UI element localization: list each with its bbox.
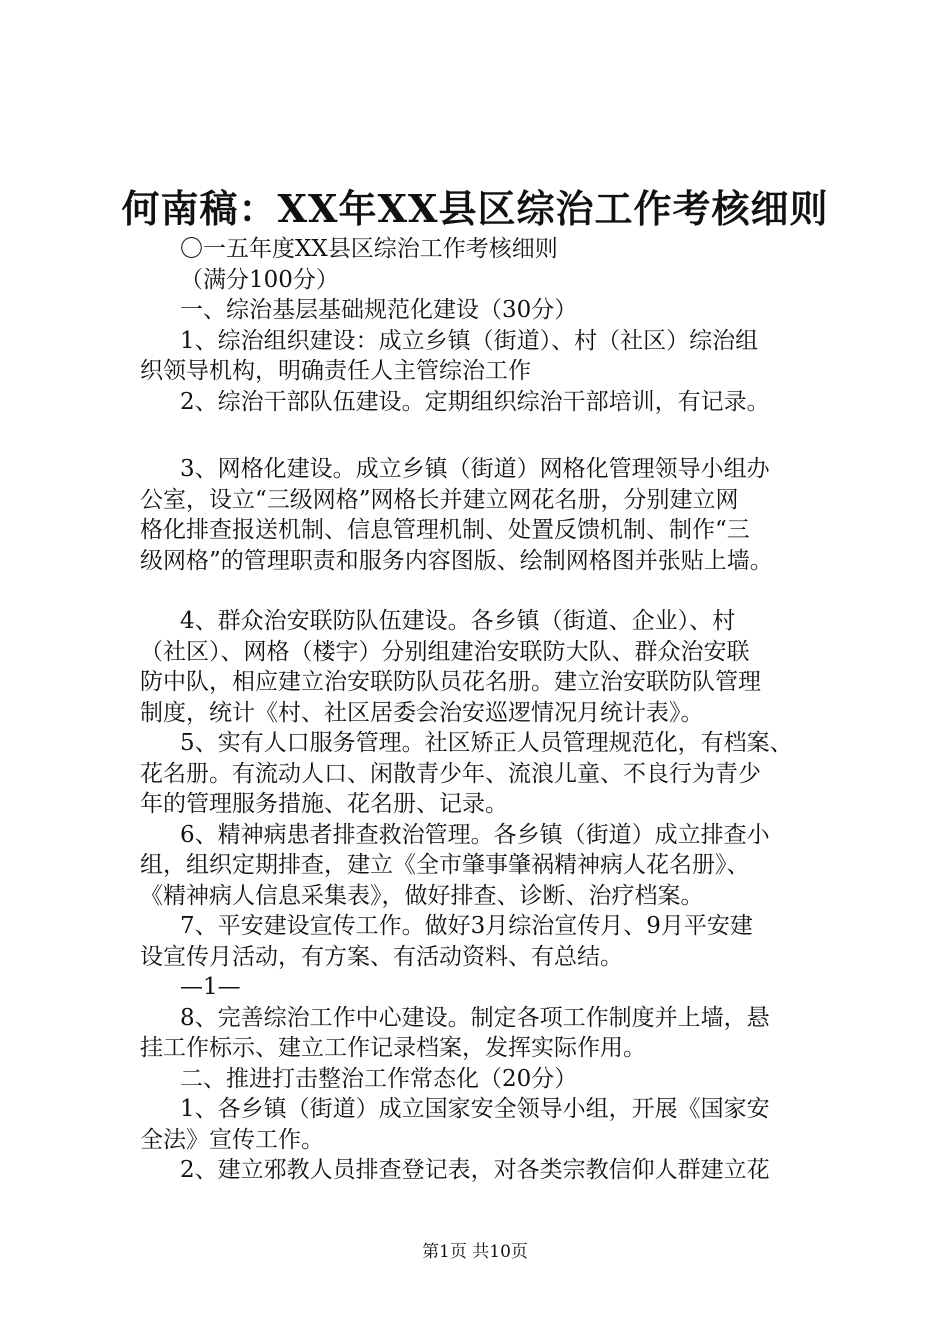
text-line: 一、综治基层基础规范化建设（30分） xyxy=(180,297,578,323)
page-number-mark: —1— xyxy=(180,974,241,1000)
paragraph-gap xyxy=(140,417,830,454)
text-line: 组，组织定期排查，建立《全市肇事肇祸精神病人花名册》、 xyxy=(140,852,750,878)
text-line: 《精神病人信息采集表》，做好排查、诊断、治疗档案。 xyxy=(140,882,704,909)
text-line: 防中队，相应建立治安联防队员花名册。建立治安联防队管理 xyxy=(140,669,761,695)
text-line: （社区）、网格（楼宇）分别组建治安联防大队、群众治安联 xyxy=(140,638,750,665)
text-line: 2、综治干部队伍建设。定期组织综治干部培训，有记录。 xyxy=(180,388,770,415)
text-line: 4、群众治安联防队伍建设。各乡镇（街道、企业）、村 xyxy=(180,608,736,634)
text-line: 设宣传月活动，有方案、有活动资料、有总结。 xyxy=(140,943,623,970)
text-line: 花名册。有流动人口、闲散青少年、流浪儿童、不良行为青少 xyxy=(140,760,761,787)
text-line: 2、建立邪教人员排查登记表，对各类宗教信仰人群建立花 xyxy=(180,1157,770,1183)
text-line: 1、各乡镇（街道）成立国家安全领导小组，开展《国家安 xyxy=(180,1096,770,1122)
text-line: 格化排查报送机制、信息管理机制、处置反馈机制、制作“三 xyxy=(140,517,750,543)
text-line: 公室，设立“三级网格”网格长并建立网花名册，分别建立网 xyxy=(140,486,739,513)
text-line: 级网格”的管理职责和服务内容图版、绘制网格图并张贴上墙。 xyxy=(140,547,773,574)
text-line: 7、平安建设宣传工作。做好3月综治宣传月、9月平安建 xyxy=(180,913,753,939)
text-line: 8、完善综治工作中心建设。制定各项工作制度并上墙，悬 xyxy=(180,1004,770,1031)
text-line: 1、综治组织建设：成立乡镇（街道）、村（社区）综治组 xyxy=(180,327,759,354)
text-line: （满分100分） xyxy=(180,266,339,293)
text-line: 3、网格化建设。成立乡镇（街道）网格化管理领导小组办 xyxy=(180,456,770,482)
text-line: 5、实有人口服务管理。社区矫正人员管理规范化，有档案、 xyxy=(180,730,793,756)
text-line: 6、精神病患者排查救治管理。各乡镇（街道）成立排查小 xyxy=(180,821,770,848)
text-line: 织领导机构，明确责任人主管综治工作 xyxy=(140,358,531,384)
text-line: 制度，统计《村、社区居委会治安巡逻情况月统计表》。 xyxy=(140,699,704,726)
text-line: 〇一五年度XX县区综治工作考核细则 xyxy=(180,236,558,262)
text-line: 年的管理服务措施、花名册、记录。 xyxy=(140,791,508,817)
text-line: 挂工作标示、建立工作记录档案，发挥实际作用。 xyxy=(140,1035,646,1061)
document-title: 何南稿：XX年XX县区综治工作考核细则 xyxy=(121,186,829,231)
text-line: 二、推进打击整治工作常态化（20分） xyxy=(180,1065,578,1092)
page-footer: 第1页 共10页 xyxy=(422,1242,528,1262)
text-line: 全法》宣传工作。 xyxy=(140,1126,324,1153)
document-body xyxy=(140,234,830,1186)
paragraph-gap xyxy=(140,576,830,606)
